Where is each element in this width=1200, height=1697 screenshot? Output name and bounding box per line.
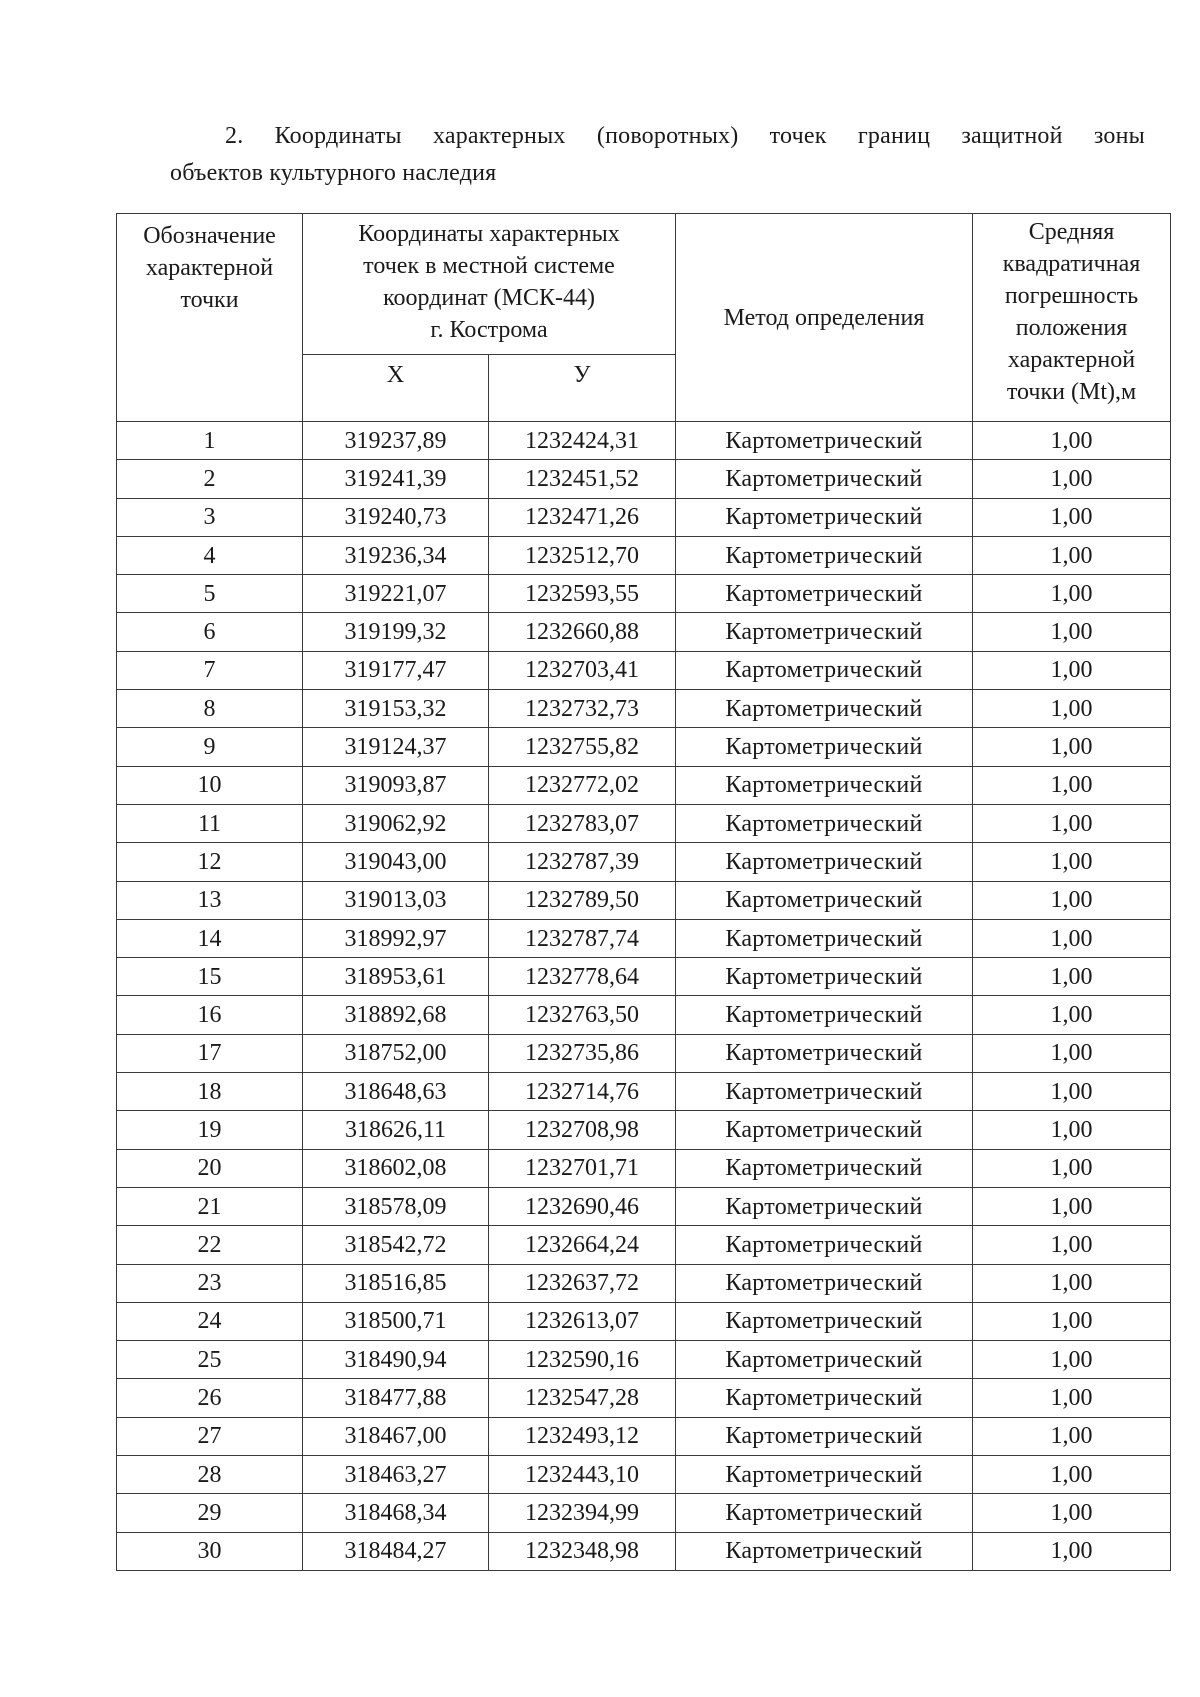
table-row <box>117 1187 1171 1225</box>
cell-method: Картометрический <box>676 690 973 728</box>
table-row <box>117 804 1171 842</box>
cell-y: 1232547,28 <box>489 1379 676 1417</box>
cell-mt: 1,00 <box>973 996 1171 1034</box>
header-coordinates <box>303 214 676 355</box>
cell-mt: 1,00 <box>973 1494 1171 1532</box>
cell-mt: 1,00 <box>973 1341 1171 1379</box>
cell-method: Картометрический <box>676 460 973 498</box>
cell-x: 319177,47 <box>303 651 489 689</box>
cell-y: 1232593,55 <box>489 575 676 613</box>
cell-x: 319153,32 <box>303 690 489 728</box>
cell-point-number: 23 <box>117 1264 303 1302</box>
table-row <box>117 575 1171 613</box>
cell-x: 318516,85 <box>303 1264 489 1302</box>
table-row <box>117 766 1171 804</box>
cell-point-number: 30 <box>117 1532 303 1570</box>
cell-point-number: 3 <box>117 498 303 536</box>
cell-mt: 1,00 <box>973 1149 1171 1187</box>
table-row <box>117 1111 1171 1149</box>
header-coords-line-1: Координаты характерных <box>358 221 620 247</box>
cell-x: 318463,27 <box>303 1456 489 1494</box>
cell-x: 318648,63 <box>303 1073 489 1111</box>
cell-point-number: 12 <box>117 843 303 881</box>
cell-x: 318992,97 <box>303 919 489 957</box>
cell-x: 319124,37 <box>303 728 489 766</box>
table-row <box>117 651 1171 689</box>
cell-method: Картометрический <box>676 1532 973 1570</box>
cell-y: 1232471,26 <box>489 498 676 536</box>
heading-line-2: объектов культурного наследия <box>170 160 497 186</box>
cell-mt: 1,00 <box>973 460 1171 498</box>
cell-x: 319043,00 <box>303 843 489 881</box>
cell-method: Картометрический <box>676 1302 973 1340</box>
table-row <box>117 919 1171 957</box>
table-row <box>117 690 1171 728</box>
cell-point-number: 14 <box>117 919 303 957</box>
table-row <box>117 1302 1171 1340</box>
cell-x: 319237,89 <box>303 422 489 460</box>
table-row <box>117 1417 1171 1455</box>
cell-method: Картометрический <box>676 1034 973 1072</box>
table-row <box>117 1379 1171 1417</box>
header-coords-line-4: г. Кострома <box>430 317 548 343</box>
cell-y: 1232701,71 <box>489 1149 676 1187</box>
cell-y: 1232690,46 <box>489 1187 676 1225</box>
table-row <box>117 1034 1171 1072</box>
cell-x: 319013,03 <box>303 881 489 919</box>
cell-y: 1232590,16 <box>489 1341 676 1379</box>
header-coords-line-3: координат (МСК-44) <box>383 285 595 311</box>
cell-mt: 1,00 <box>973 536 1171 574</box>
cell-point-number: 13 <box>117 881 303 919</box>
cell-y: 1232664,24 <box>489 1226 676 1264</box>
table-row <box>117 843 1171 881</box>
cell-y: 1232732,73 <box>489 690 676 728</box>
cell-x: 319240,73 <box>303 498 489 536</box>
cell-method: Картометрический <box>676 1379 973 1417</box>
cell-y: 1232778,64 <box>489 958 676 996</box>
header-coords-line-2: точек в местной системе <box>363 253 615 279</box>
cell-point-number: 26 <box>117 1379 303 1417</box>
cell-mt: 1,00 <box>973 575 1171 613</box>
table-row <box>117 728 1171 766</box>
cell-point-number: 10 <box>117 766 303 804</box>
table-row <box>117 613 1171 651</box>
cell-point-number: 24 <box>117 1302 303 1340</box>
table-header <box>117 214 1171 422</box>
cell-mt: 1,00 <box>973 1073 1171 1111</box>
cell-x: 318752,00 <box>303 1034 489 1072</box>
header-method: Метод определения <box>676 214 973 422</box>
cell-mt: 1,00 <box>973 919 1171 957</box>
cell-mt: 1,00 <box>973 881 1171 919</box>
table-row <box>117 1149 1171 1187</box>
header-point-line-1: Обозначение <box>143 223 276 249</box>
cell-point-number: 21 <box>117 1187 303 1225</box>
table-row <box>117 498 1171 536</box>
cell-x: 318892,68 <box>303 996 489 1034</box>
cell-y: 1232637,72 <box>489 1264 676 1302</box>
cell-point-number: 15 <box>117 958 303 996</box>
cell-x: 318626,11 <box>303 1111 489 1149</box>
header-point-line-3: точки <box>180 287 239 313</box>
cell-mt: 1,00 <box>973 804 1171 842</box>
cell-x: 319236,34 <box>303 536 489 574</box>
cell-y: 1232714,76 <box>489 1073 676 1111</box>
cell-x: 319241,39 <box>303 460 489 498</box>
cell-y: 1232735,86 <box>489 1034 676 1072</box>
table-row <box>117 536 1171 574</box>
cell-method: Картометрический <box>676 498 973 536</box>
cell-point-number: 27 <box>117 1417 303 1455</box>
coordinates-table <box>116 213 1171 1571</box>
header-y: У <box>489 355 676 422</box>
cell-method: Картометрический <box>676 1264 973 1302</box>
cell-method: Картометрический <box>676 1226 973 1264</box>
table-row <box>117 1264 1171 1302</box>
table-row <box>117 1341 1171 1379</box>
cell-method: Картометрический <box>676 1456 973 1494</box>
cell-y: 1232787,74 <box>489 919 676 957</box>
cell-y: 1232348,98 <box>489 1532 676 1570</box>
table-row <box>117 1532 1171 1570</box>
cell-mt: 1,00 <box>973 1111 1171 1149</box>
cell-method: Картометрический <box>676 843 973 881</box>
cell-point-number: 16 <box>117 996 303 1034</box>
section-heading <box>170 118 1145 192</box>
cell-y: 1232755,82 <box>489 728 676 766</box>
header-error-line-6: точки (Mt),м <box>1006 379 1137 405</box>
cell-method: Картометрический <box>676 422 973 460</box>
cell-x: 318953,61 <box>303 958 489 996</box>
cell-x: 318578,09 <box>303 1187 489 1225</box>
cell-point-number: 7 <box>117 651 303 689</box>
header-error-line-4: положения <box>1015 315 1128 341</box>
cell-method: Картометрический <box>676 1073 973 1111</box>
cell-x: 318477,88 <box>303 1379 489 1417</box>
cell-mt: 1,00 <box>973 843 1171 881</box>
header-x: X <box>303 355 489 422</box>
cell-method: Картометрический <box>676 958 973 996</box>
cell-method: Картометрический <box>676 651 973 689</box>
cell-x: 319199,32 <box>303 613 489 651</box>
table-row <box>117 460 1171 498</box>
cell-x: 318542,72 <box>303 1226 489 1264</box>
cell-mt: 1,00 <box>973 690 1171 728</box>
cell-mt: 1,00 <box>973 1034 1171 1072</box>
cell-point-number: 28 <box>117 1456 303 1494</box>
header-point-line-2: характерной <box>145 255 274 281</box>
cell-point-number: 22 <box>117 1226 303 1264</box>
cell-y: 1232424,31 <box>489 422 676 460</box>
cell-mt: 1,00 <box>973 1302 1171 1340</box>
cell-x: 318484,27 <box>303 1532 489 1570</box>
cell-y: 1232772,02 <box>489 766 676 804</box>
cell-point-number: 8 <box>117 690 303 728</box>
header-point-designation <box>117 214 303 422</box>
cell-mt: 1,00 <box>973 1532 1171 1570</box>
table-row <box>117 881 1171 919</box>
cell-mt: 1,00 <box>973 1379 1171 1417</box>
cell-y: 1232493,12 <box>489 1417 676 1455</box>
header-error-line-3: погрешность <box>1004 283 1139 309</box>
cell-y: 1232763,50 <box>489 996 676 1034</box>
cell-point-number: 19 <box>117 1111 303 1149</box>
header-mean-square-error <box>973 214 1171 422</box>
cell-y: 1232451,52 <box>489 460 676 498</box>
cell-y: 1232787,39 <box>489 843 676 881</box>
cell-y: 1232703,41 <box>489 651 676 689</box>
cell-y: 1232783,07 <box>489 804 676 842</box>
cell-mt: 1,00 <box>973 958 1171 996</box>
cell-method: Картометрический <box>676 728 973 766</box>
cell-mt: 1,00 <box>973 1226 1171 1264</box>
cell-method: Картометрический <box>676 996 973 1034</box>
cell-method: Картометрический <box>676 1111 973 1149</box>
cell-x: 318467,00 <box>303 1417 489 1455</box>
cell-mt: 1,00 <box>973 498 1171 536</box>
cell-y: 1232394,99 <box>489 1494 676 1532</box>
cell-x: 318602,08 <box>303 1149 489 1187</box>
cell-mt: 1,00 <box>973 1187 1171 1225</box>
cell-point-number: 1 <box>117 422 303 460</box>
cell-x: 319221,07 <box>303 575 489 613</box>
cell-y: 1232613,07 <box>489 1302 676 1340</box>
cell-point-number: 5 <box>117 575 303 613</box>
cell-point-number: 6 <box>117 613 303 651</box>
cell-method: Картометрический <box>676 804 973 842</box>
cell-mt: 1,00 <box>973 651 1171 689</box>
cell-mt: 1,00 <box>973 1264 1171 1302</box>
table-row <box>117 1073 1171 1111</box>
cell-y: 1232708,98 <box>489 1111 676 1149</box>
cell-x: 318500,71 <box>303 1302 489 1340</box>
cell-x: 319093,87 <box>303 766 489 804</box>
cell-point-number: 9 <box>117 728 303 766</box>
cell-mt: 1,00 <box>973 766 1171 804</box>
cell-method: Картометрический <box>676 1494 973 1532</box>
cell-x: 319062,92 <box>303 804 489 842</box>
cell-y: 1232789,50 <box>489 881 676 919</box>
cell-mt: 1,00 <box>973 728 1171 766</box>
cell-mt: 1,00 <box>973 1456 1171 1494</box>
cell-y: 1232660,88 <box>489 613 676 651</box>
cell-point-number: 20 <box>117 1149 303 1187</box>
cell-mt: 1,00 <box>973 1417 1171 1455</box>
cell-point-number: 18 <box>117 1073 303 1111</box>
table-body <box>117 422 1171 1571</box>
header-error-line-1: Средняя <box>1028 219 1115 245</box>
table-row <box>117 422 1171 460</box>
cell-method: Картометрический <box>676 1187 973 1225</box>
cell-point-number: 25 <box>117 1341 303 1379</box>
cell-method: Картометрический <box>676 536 973 574</box>
heading-line-1: 2. Координаты характерных (поворотных) точек границ защитной зоны <box>225 123 1145 149</box>
table-row <box>117 1456 1171 1494</box>
cell-method: Картометрический <box>676 613 973 651</box>
header-error-line-5: характерной <box>1007 347 1136 373</box>
cell-x: 318490,94 <box>303 1341 489 1379</box>
cell-method: Картометрический <box>676 1417 973 1455</box>
header-error-line-2: квадратичная <box>1002 251 1141 277</box>
cell-point-number: 2 <box>117 460 303 498</box>
cell-mt: 1,00 <box>973 422 1171 460</box>
cell-point-number: 11 <box>117 804 303 842</box>
cell-mt: 1,00 <box>973 613 1171 651</box>
table-row <box>117 1226 1171 1264</box>
cell-method: Картометрический <box>676 881 973 919</box>
table-row <box>117 1494 1171 1532</box>
cell-point-number: 4 <box>117 536 303 574</box>
cell-method: Картометрический <box>676 919 973 957</box>
cell-method: Картометрический <box>676 1341 973 1379</box>
table-row <box>117 958 1171 996</box>
cell-method: Картометрический <box>676 766 973 804</box>
cell-y: 1232512,70 <box>489 536 676 574</box>
cell-point-number: 17 <box>117 1034 303 1072</box>
cell-y: 1232443,10 <box>489 1456 676 1494</box>
cell-x: 318468,34 <box>303 1494 489 1532</box>
cell-point-number: 29 <box>117 1494 303 1532</box>
cell-method: Картометрический <box>676 575 973 613</box>
cell-method: Картометрический <box>676 1149 973 1187</box>
table-row <box>117 996 1171 1034</box>
